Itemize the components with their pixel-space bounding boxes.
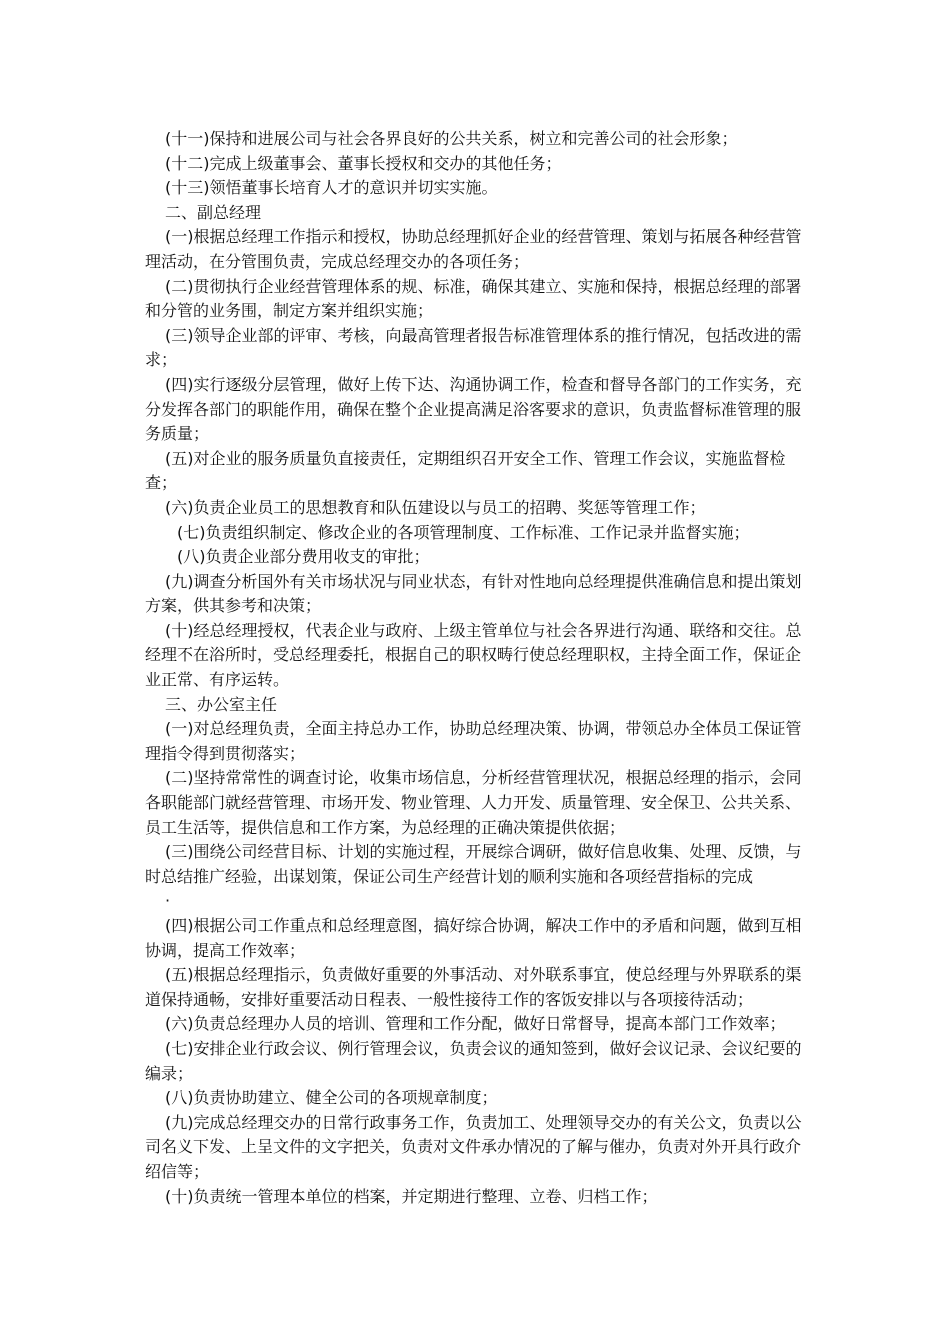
office-item-3: (三)围绕公司经营目标、计划的实施过程，开展综合调研，做好信息收集、处理、反馈，与时总结推广经验，出谋划策，保证公司生产经营计划的顺利实施和各项经营指标的完成 [145, 842, 802, 886]
section-heading-deputy-gm: 二、副总经理 [165, 202, 262, 222]
office-item-8: (八)负责协助建立、健全公司的各项规章制度； [165, 1088, 498, 1108]
paragraph-13-talent-training: (十三)领悟董事长培育人才的意识并切实实施。 [165, 178, 498, 198]
deputy-item-6: (六)负责企业员工的思想教育和队伍建设以与员工的招聘、奖惩等管理工作； [165, 497, 706, 517]
office-item-2: (二)坚持常常性的调查讨论，收集市场信息，分析经营管理状况，根据总经理的指示，会同各职能部门就经营管理、市场开发、物业管理、人力开发、质量管理、安全保卫、公共关系、员工生活等，提供信息和工作方案，为总经理的正确决策提供依据； [145, 768, 802, 837]
office-item-6: (六)负责总经理办人员的培训、管理和工作分配，做好日常督导，提高本部门工作效率； [165, 1014, 786, 1034]
office-item-10: (十)负责统一管理本单位的档案，并定期进行整理、立卷、归档工作； [165, 1186, 658, 1206]
office-item-5: (五)根据总经理指示，负责做好重要的外事活动、对外联系事宜，使总经理与外界联系的渠道保持通畅，安排好重要活动日程表、一般性接待工作的客饭安排以与各项接待活动； [145, 965, 802, 1009]
deputy-item-8: (八)负责企业部分费用收支的审批； [177, 547, 430, 567]
office-item-4: (四)根据公司工作重点和总经理意图，搞好综合协调，解决工作中的矛盾和问题，做到互相协调，提高工作效率； [145, 916, 802, 960]
paragraph-11-public-relations: (十一)保持和进展公司与社会各界良好的公共关系，树立和完善公司的社会形象； [165, 129, 738, 148]
deputy-item-10: (十)经总经理授权，代表企业与政府、上级主管单位与社会各界进行沟通、联络和交往。总经理不在浴所时，受总经理委托，根据自己的职权畴行使总经理职权，主持全面工作，保证企业正常、有序运转。 [145, 620, 802, 690]
paragraph-12-other-tasks: (十二)完成上级董事会、董事长授权和交办的其他任务； [165, 153, 562, 173]
section-heading-office-director: 三、办公室主任 [165, 694, 278, 714]
office-item-9: (九)完成总经理交办的日常行政事务工作，负责加工、处理领导交办的有关公文，负责以公司名义下发、上呈文件的文字把关，负责对文件承办情况的了解与催办，负责对外开具行政介绍信等； [145, 1112, 802, 1181]
deputy-item-4: (四)实行逐级分层管理，做好上传下达、沟通协调工作，检查和督导各部门的工作实务，充分发挥各部门的职能作用，确保在整个企业提高满足浴客要求的意识，负责监督标准管理的服务质量； [145, 374, 802, 444]
deputy-item-3: (三)领导企业部的评审、考核，向最高管理者报告标准管理体系的推行情况，包括改进的需求； [145, 325, 802, 370]
deputy-item-7: (七)负责组织制定、修改企业的各项管理制度、工作标准、工作记录并监督实施； [177, 522, 750, 542]
office-item-1: (一)对总经理负责，全面主持总办工作，协助总经理决策、协调，带领总办全体员工保证管理指令得到贯彻落实； [145, 719, 802, 763]
deputy-item-5: (五)对企业的服务质量负直接责任，定期组织召开安全工作、管理工作会议，实施监督检查； [145, 448, 786, 493]
deputy-item-9: (九)调查分析国外有关市场状况与同业状态，有针对性地向总经理提供准确信息和提出策划方案，供其参考和决策； [145, 571, 802, 616]
office-item-7: (七)安排企业行政会议、例行管理会议，负责会议的通知签到，做好会议记录、会议纪要的编录； [145, 1038, 802, 1083]
deputy-item-2: (二)贯彻执行企业经营管理体系的规、标准，确保其建立、实施和保持，根据总经理的部署和分管的业务围，制定方案并组织实施； [145, 276, 802, 321]
deputy-item-1: (一)根据总经理工作指示和授权，协助总经理抓好企业的经营管理、策划与拓展各种经营管理活动，在分管围负责，完成总经理交办的各项任务； [145, 227, 802, 271]
document-body [145, 127, 815, 1209]
stray-dot: · [165, 891, 171, 911]
